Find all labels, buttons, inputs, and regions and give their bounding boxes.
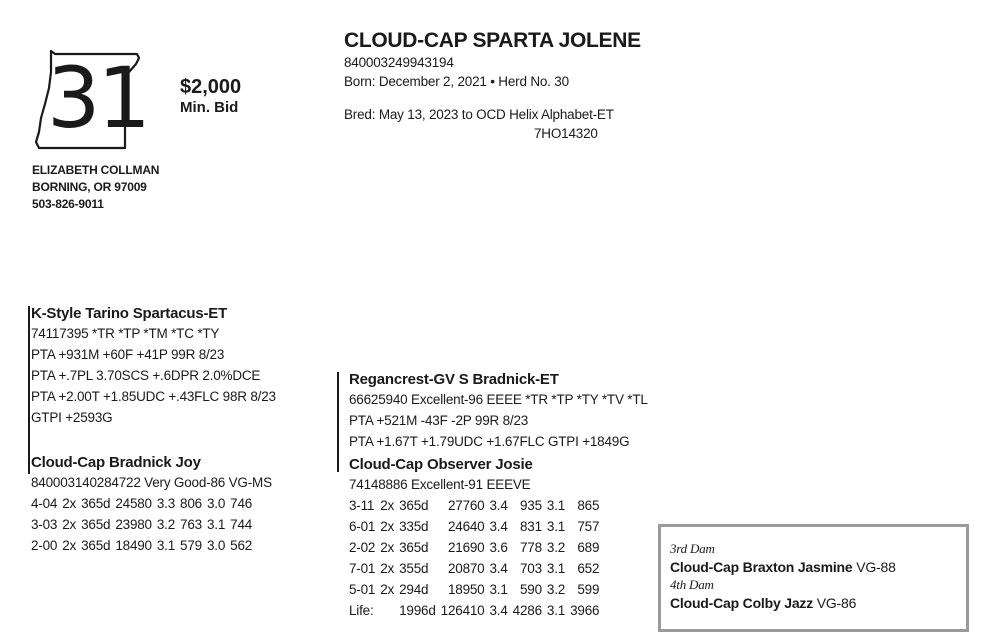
record-days: 365d xyxy=(399,498,429,513)
record-milking: 2x xyxy=(62,538,77,553)
record-fat: 778 xyxy=(519,540,542,555)
record-milking: 2x xyxy=(380,561,395,576)
table-row xyxy=(31,493,257,514)
record-fat-pct: 3.6 xyxy=(489,540,508,555)
fourth-dam xyxy=(670,593,896,613)
record-days: 355d xyxy=(399,561,429,576)
animal-name: CLOUD-CAP SPARTA JOLENE xyxy=(344,29,641,52)
animal-header xyxy=(344,29,641,143)
record-milk: 126410 xyxy=(440,603,485,618)
record-age: 2-00 xyxy=(31,538,58,553)
record-protein: 689 xyxy=(577,540,600,555)
record-days: 365d xyxy=(81,517,111,532)
record-fat-pct: 3.3 xyxy=(156,496,176,511)
dam-name: Cloud-Cap Bradnick Joy xyxy=(31,454,201,471)
record-fat: 935 xyxy=(519,498,542,513)
record-milking: 2x xyxy=(380,540,395,555)
record-protein-pct: 3.1 xyxy=(546,519,566,534)
record-milk: 18950 xyxy=(447,582,485,597)
record-protein-pct: 3.2 xyxy=(546,582,566,597)
record-days: 365d xyxy=(81,496,111,511)
animal-registration: 840003249943194 xyxy=(344,55,454,70)
consignor-address: BORNING, OR 97009 xyxy=(32,180,147,194)
record-milking: 2x xyxy=(380,498,395,513)
record-days: 365d xyxy=(81,538,111,553)
record-protein-pct: 3.1 xyxy=(206,517,226,532)
third-dam-label: 3rd Dam xyxy=(670,541,715,556)
table-row xyxy=(349,537,604,558)
record-fat-pct: 3.1 xyxy=(489,582,508,597)
dam-block xyxy=(31,453,272,556)
record-milk: 21690 xyxy=(447,540,485,555)
record-fat: 763 xyxy=(180,517,202,532)
table-row xyxy=(31,535,257,556)
record-protein: 744 xyxy=(230,517,253,532)
fourth-dam-label: 4th Dam xyxy=(670,577,714,592)
record-milk: 23980 xyxy=(115,517,152,532)
granddam-name: Cloud-Cap Observer Josie xyxy=(349,456,533,473)
min-bid-label: Min. Bid xyxy=(180,99,239,116)
dam-sire-block xyxy=(349,370,648,452)
record-protein-pct: 3.1 xyxy=(546,498,566,513)
extended-dams-box xyxy=(658,524,969,632)
record-age: 2-02 xyxy=(349,540,376,555)
record-protein: 599 xyxy=(577,582,600,597)
record-age: 3-11 xyxy=(349,498,375,513)
record-age: 4-04 xyxy=(31,496,58,511)
record-protein: 3966 xyxy=(570,603,600,618)
record-days: 1996d xyxy=(399,603,436,618)
record-protein: 746 xyxy=(230,496,253,511)
record-fat-pct: 3.4 xyxy=(489,561,508,576)
record-protein-pct: 3.1 xyxy=(546,603,566,618)
pedigree-bracket xyxy=(337,372,339,472)
dam-sire-name: Regancrest-GV S Bradnick-ET xyxy=(349,371,559,388)
table-row xyxy=(349,600,604,621)
lot-badge xyxy=(33,48,173,153)
consignor-phone: 503-826-9011 xyxy=(32,197,104,211)
record-fat-pct: 3.2 xyxy=(156,517,176,532)
record-days: 365d xyxy=(399,540,429,555)
record-milking: 2x xyxy=(380,582,395,597)
animal-bred: Bred: May 13, 2023 to OCD Helix Alphabet-ET xyxy=(344,107,614,122)
table-row xyxy=(349,579,604,600)
record-milk: 20870 xyxy=(447,561,485,576)
record-milking: 2x xyxy=(62,496,77,511)
record-protein-pct: 3.1 xyxy=(546,561,566,576)
record-milk: 24640 xyxy=(447,519,485,534)
record-milking: 2x xyxy=(380,519,395,534)
record-age: Life: xyxy=(349,603,374,618)
record-fat: 831 xyxy=(519,519,542,534)
record-fat: 590 xyxy=(519,582,542,597)
table-row xyxy=(31,514,257,535)
third-dam xyxy=(670,557,896,577)
record-age: 5-01 xyxy=(349,582,376,597)
record-fat-pct: 3.4 xyxy=(489,603,508,618)
pedigree-bracket xyxy=(28,306,30,474)
animal-born: Born: December 2, 2021 • Herd No. 30 xyxy=(344,74,569,89)
record-protein: 562 xyxy=(230,538,253,553)
table-row xyxy=(349,558,604,579)
record-milk: 24580 xyxy=(115,496,152,511)
record-days: 335d xyxy=(399,519,429,534)
sire-block xyxy=(31,304,276,428)
table-row xyxy=(349,495,604,516)
sire-line: PTA +2.00T +1.85UDC +.43FLC 98R 8/23 xyxy=(31,389,276,404)
record-milk: 27760 xyxy=(447,498,485,513)
record-fat: 579 xyxy=(180,538,202,553)
dam-sire-line: PTA +521M -43F -2P 99R 8/23 xyxy=(349,413,529,428)
third-dam-name: Cloud-Cap Braxton Jasmine xyxy=(670,559,853,575)
record-fat: 806 xyxy=(180,496,202,511)
record-protein: 757 xyxy=(577,519,600,534)
record-days: 294d xyxy=(399,582,429,597)
sire-line: 74117395 *TR *TP *TM *TC *TY xyxy=(31,326,220,341)
record-protein: 652 xyxy=(577,561,600,576)
min-bid xyxy=(180,76,241,118)
min-bid-price: $2,000 xyxy=(180,76,242,98)
dam-registration: 840003140284722 Very Good-86 VG-MS xyxy=(31,475,272,490)
granddam-records-table xyxy=(349,495,604,621)
lot-number: 31 xyxy=(47,49,148,147)
sire-name: K-Style Tarino Spartacus-ET xyxy=(31,305,228,322)
sire-line: PTA +.7PL 3.70SCS +.6DPR 2.0%DCE xyxy=(31,368,261,383)
fourth-dam-name: Cloud-Cap Colby Jazz xyxy=(670,595,814,611)
sire-line: GTPI +2593G xyxy=(31,410,113,425)
consignor-name: ELIZABETH COLLMAN xyxy=(32,163,160,177)
dam-sire-line: PTA +1.67T +1.79UDC +1.67FLC GTPI +1849G xyxy=(349,434,630,449)
record-age: 3-03 xyxy=(31,517,58,532)
consignor-info xyxy=(32,162,159,213)
record-fat: 703 xyxy=(519,561,542,576)
record-age: 7-01 xyxy=(349,561,376,576)
record-milking xyxy=(380,600,399,621)
granddam-block xyxy=(349,455,604,621)
dam-sire-line: 66625940 Excellent-96 EEEE *TR *TP *TY *TV *TL xyxy=(349,392,648,407)
table-row xyxy=(349,516,604,537)
record-protein-pct: 3.2 xyxy=(546,540,566,555)
record-age: 6-01 xyxy=(349,519,376,534)
record-fat: 4286 xyxy=(512,603,542,618)
record-fat-pct: 3.4 xyxy=(489,519,508,534)
record-milking: 2x xyxy=(62,517,77,532)
dam-records-table xyxy=(31,493,257,556)
granddam-registration: 74148886 Excellent-91 EEEVE xyxy=(349,477,531,492)
record-milk: 18490 xyxy=(115,538,152,553)
record-fat-pct: 3.1 xyxy=(156,538,176,553)
record-fat-pct: 3.4 xyxy=(489,498,508,513)
record-protein-pct: 3.0 xyxy=(206,538,226,553)
third-dam-score: VG-88 xyxy=(856,559,896,575)
fourth-dam-score: VG-86 xyxy=(816,595,857,611)
sire-line: PTA +931M +60F +41P 99R 8/23 xyxy=(31,347,225,362)
animal-bred-code: 7HO14320 xyxy=(534,126,598,141)
record-protein-pct: 3.0 xyxy=(206,496,226,511)
record-protein: 865 xyxy=(577,498,600,513)
